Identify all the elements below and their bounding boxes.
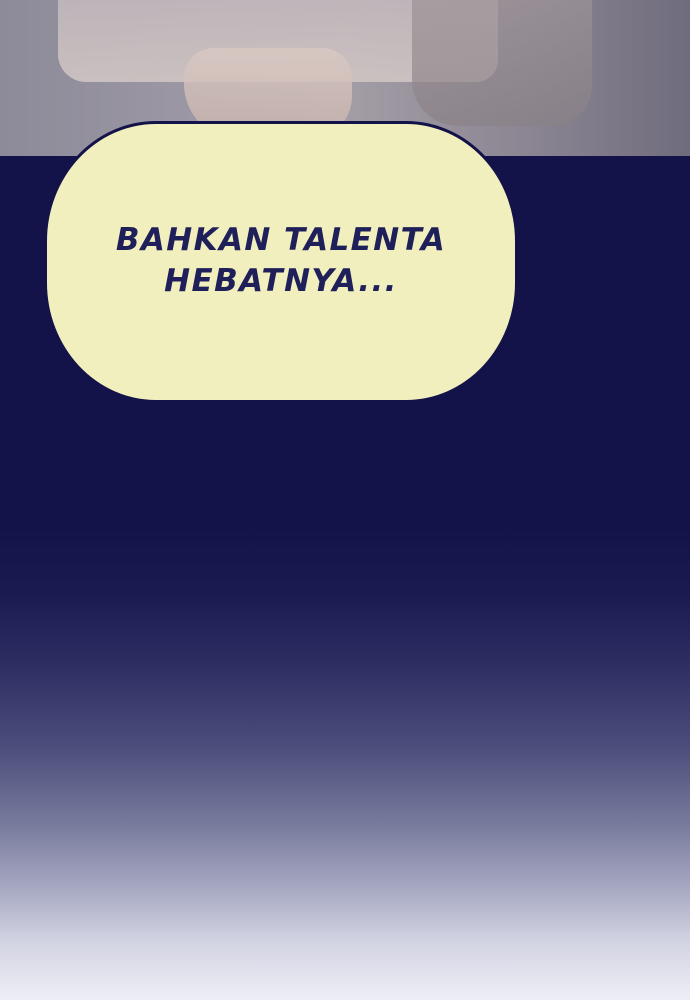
speech-bubble-line-1: BAHKAN TALENTA	[115, 222, 447, 258]
speech-bubble-text	[47, 220, 515, 302]
speech-bubble-line-2: HEBATNYA...	[164, 263, 398, 299]
speech-bubble	[44, 121, 518, 403]
blurred-scene-shape-right	[412, 0, 592, 126]
